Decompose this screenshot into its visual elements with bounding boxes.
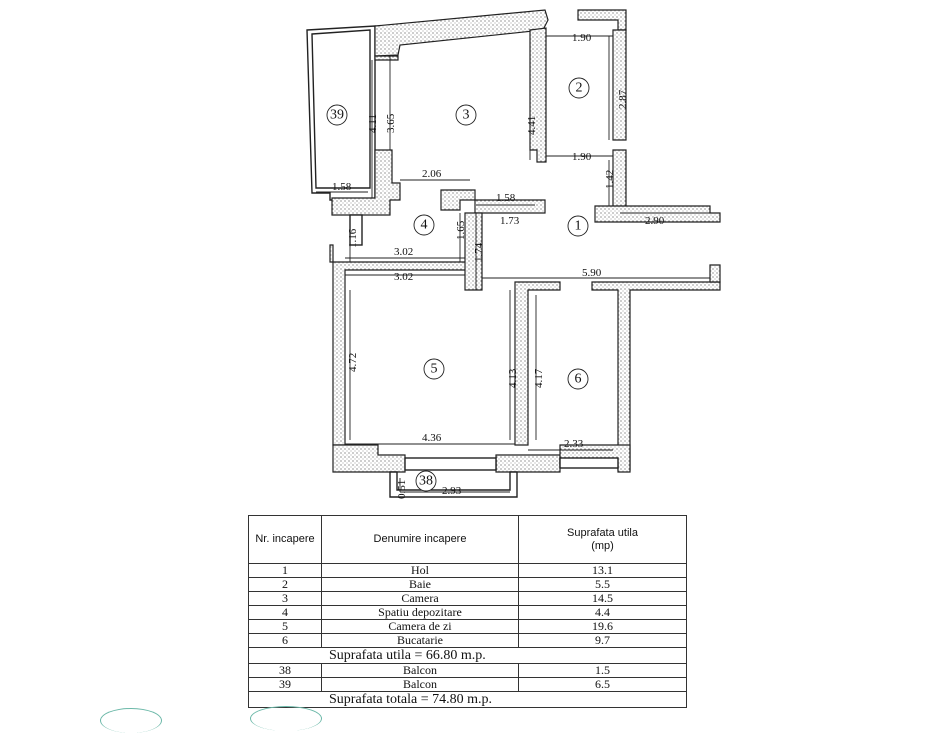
walls [330, 10, 720, 497]
room-label-3: 3 [462, 107, 470, 123]
table-row [249, 664, 687, 678]
subtotal-row [249, 648, 687, 664]
room-label-1: 1 [574, 218, 582, 234]
row-name: Bucatarie [322, 634, 519, 648]
row-name: Camera [322, 592, 519, 606]
row-nr: 2 [249, 578, 322, 592]
dim-1-65: 1.65 [455, 220, 467, 240]
total-text: Suprafata totala = 74.80 m.p. [249, 692, 687, 708]
dim-2-33: 2.33 [564, 438, 584, 450]
room-label-38: 38 [419, 473, 433, 489]
dim-2-87: 2.87 [617, 89, 629, 109]
header-name: Denumire incapere [322, 516, 519, 564]
dim-1-90-mid: 1.90 [572, 151, 592, 163]
total-row [249, 692, 687, 708]
header-nr: Nr. incapere [249, 516, 322, 564]
row-nr: 39 [249, 678, 322, 692]
dim-4-41: 4.41 [526, 115, 538, 135]
dim-4-17: 4.17 [533, 368, 545, 388]
row-name: Camera de zi [322, 620, 519, 634]
area-table [248, 515, 687, 708]
row-area: 13.1 [519, 564, 687, 578]
row-area: 9.7 [519, 634, 687, 648]
dim-1-42: 1.42 [604, 169, 616, 189]
row-nr: 6 [249, 634, 322, 648]
row-nr: 1 [249, 564, 322, 578]
row-name: Balcon [322, 678, 519, 692]
table-row [249, 606, 687, 620]
row-name: Baie [322, 578, 519, 592]
row-nr: 5 [249, 620, 322, 634]
dim-3-65: 3.65 [385, 113, 397, 133]
room-label-6: 6 [574, 371, 582, 387]
table-row [249, 564, 687, 578]
dim-3-02-top: 3.02 [394, 246, 414, 258]
row-name: Hol [322, 564, 519, 578]
table-header-row [249, 516, 687, 564]
row-area: 19.6 [519, 620, 687, 634]
dim-3-02-bot: 3.02 [394, 271, 414, 283]
row-nr: 4 [249, 606, 322, 620]
row-area: 1.5 [519, 664, 687, 678]
row-area: 6.5 [519, 678, 687, 692]
dim-1-74: 1.74 [473, 242, 485, 262]
room-label-2: 2 [575, 80, 583, 96]
dim-5-90: 5.90 [582, 267, 602, 279]
table-row [249, 578, 687, 592]
row-name: Spatiu depozitare [322, 606, 519, 620]
dim-0-51: 0.51 [396, 479, 408, 499]
subtotal-text: Suprafata utila = 66.80 m.p. [249, 648, 687, 664]
row-area: 5.5 [519, 578, 687, 592]
row-nr: 38 [249, 664, 322, 678]
row-nr: 3 [249, 592, 322, 606]
room-label-39: 39 [330, 107, 344, 123]
dim-2-90: 2.90 [645, 215, 665, 227]
dim-2-93: 2.93 [442, 485, 462, 497]
dim-1-16: 1.16 [347, 228, 359, 248]
table-row [249, 678, 687, 692]
row-area: 4.4 [519, 606, 687, 620]
stamp-left [100, 708, 162, 733]
dim-4-13: 4.13 [507, 368, 519, 388]
dim-1-58-left: 1.58 [332, 181, 352, 193]
stamp-right [250, 706, 322, 731]
dim-2-06: 2.06 [422, 168, 442, 180]
row-area: 14.5 [519, 592, 687, 606]
dim-4-11: 4.11 [367, 114, 379, 133]
dim-1-73: 1.73 [500, 215, 520, 227]
dim-1-58-mid: 1.58 [496, 192, 516, 204]
table-row [249, 592, 687, 606]
dim-4-72: 4.72 [347, 352, 359, 372]
dim-1-90-top: 1.90 [572, 32, 592, 44]
header-area: Suprafata utila (mp) [519, 516, 687, 564]
room-label-5: 5 [430, 361, 438, 377]
row-name: Balcon [322, 664, 519, 678]
table-row [249, 634, 687, 648]
room-label-4: 4 [420, 217, 428, 233]
table-row [249, 620, 687, 634]
dim-4-36: 4.36 [422, 432, 442, 444]
